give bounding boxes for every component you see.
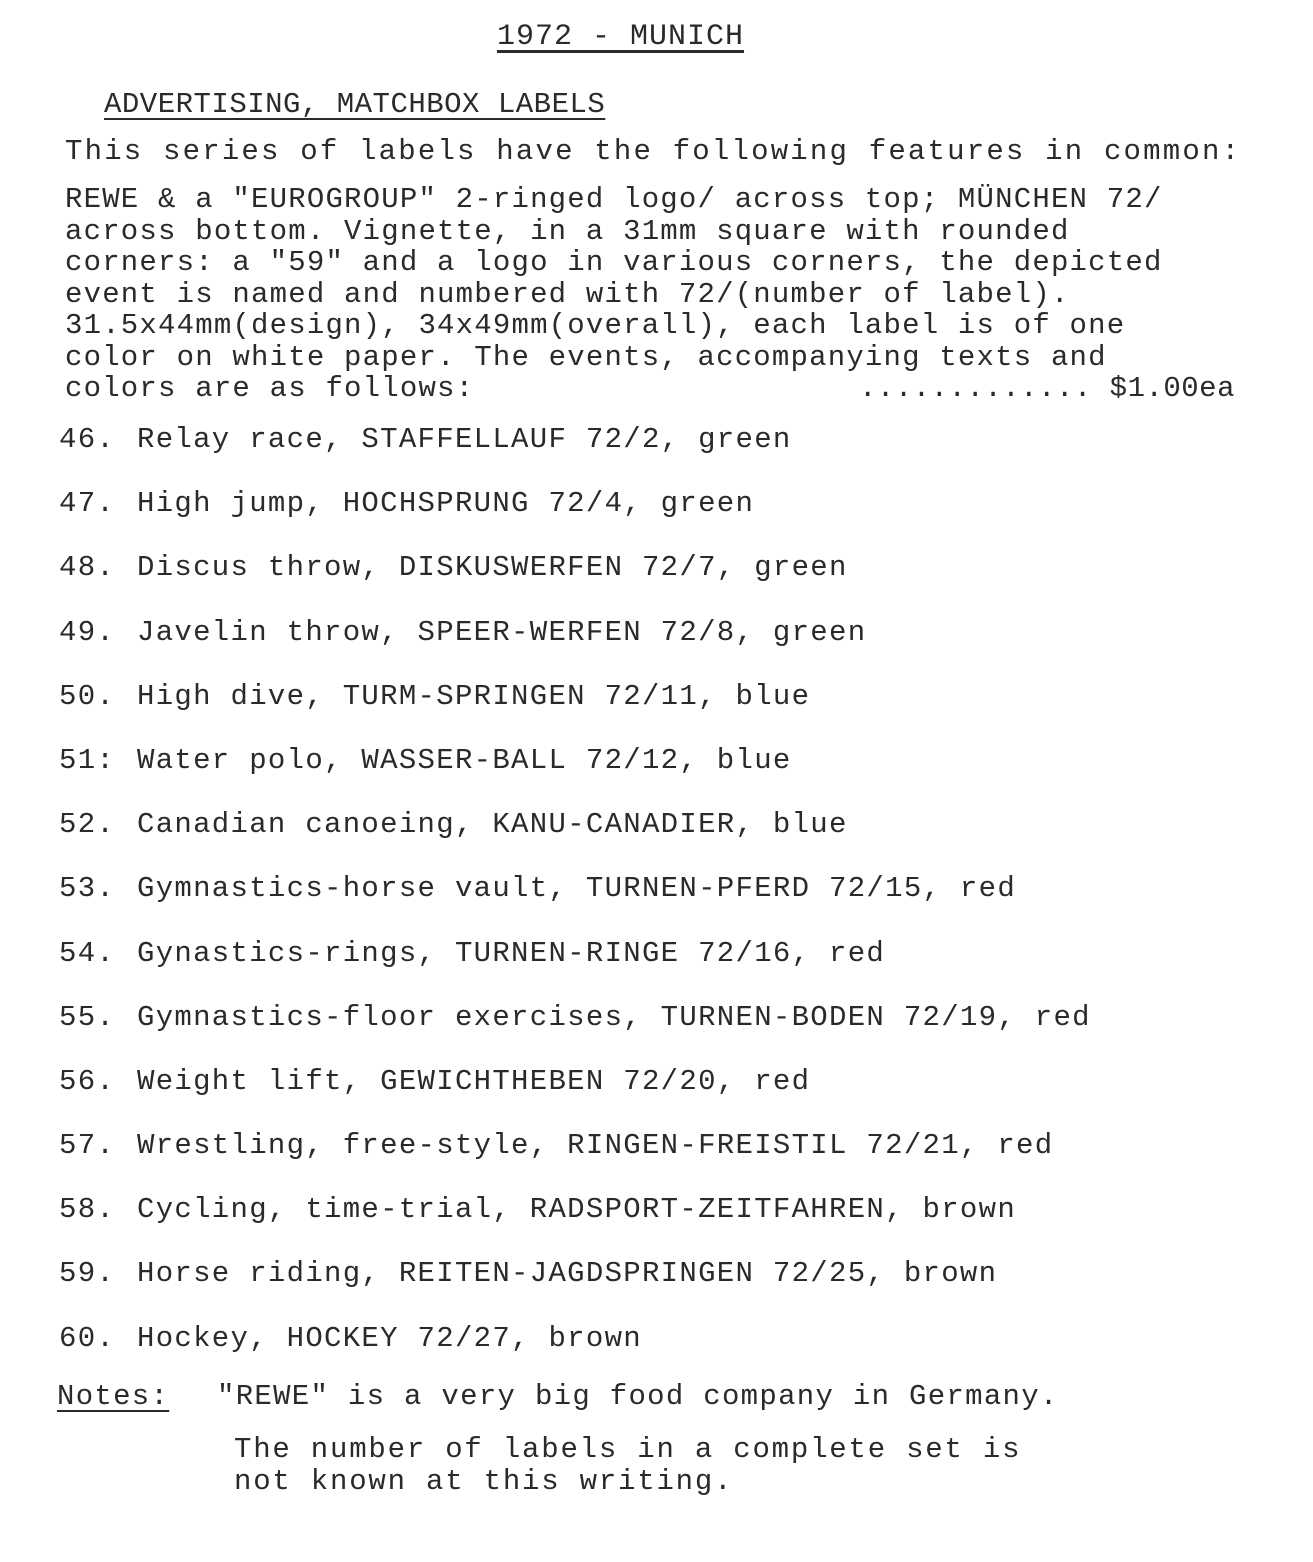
label-list (59, 420, 1091, 1383)
description-line: across bottom. Vignette, in a 31mm square with rounded (65, 214, 1070, 248)
notes-text: "REWE" is a very big food company in Germany. (217, 1380, 1059, 1413)
item-number: 51: (59, 743, 116, 777)
description-line: color on white paper. The events, accompanying texts and (65, 340, 1107, 374)
notes-extra-line: not known at this writing. (234, 1464, 734, 1498)
item-text: Gymnastics-floor exercises, TURNEN-BODEN 72/19, red (137, 1000, 1091, 1034)
item-number: 54. (59, 936, 116, 970)
item-text: Water polo, WASSER-BALL 72/12, blue (137, 743, 792, 777)
item-text: Javelin throw, SPEER-WERFEN 72/8, green (137, 615, 867, 649)
notes-label: Notes: (57, 1380, 170, 1413)
item-number: 55. (59, 1000, 116, 1034)
item-text: Hockey, HOCKEY 72/27, brown (137, 1321, 642, 1355)
list-item (59, 677, 1091, 741)
item-text: Canadian canoeing, KANU-CANADIER, blue (137, 808, 848, 842)
page-title: 1972 - MUNICH (497, 20, 745, 54)
description-paragraph (65, 184, 1245, 405)
item-text: Discus throw, DISKUSWERFEN 72/7, green (137, 551, 848, 585)
description-last-line (65, 373, 1235, 405)
item-text: Gymnastics-horse vault, TURNEN-PFERD 72/15, red (137, 872, 1017, 906)
list-item (59, 1254, 1091, 1318)
list-item (59, 869, 1091, 933)
description-line: 31.5x44mm(design), 34x49mm(overall), each label is of one (65, 309, 1126, 342)
item-number: 52. (59, 808, 116, 842)
notes-section (57, 1380, 1059, 1413)
list-item (59, 548, 1091, 612)
list-item (59, 613, 1091, 677)
item-number: 49. (59, 615, 116, 649)
list-item (59, 934, 1091, 998)
item-text: Weight lift, GEWICHTHEBEN 72/20, red (137, 1064, 811, 1098)
list-item (59, 420, 1091, 484)
list-item (59, 998, 1091, 1062)
item-text: Cycling, time-trial, RADSPORT-ZEITFAHREN, brown (137, 1193, 1017, 1227)
item-number: 58. (59, 1193, 116, 1227)
description-line: REWE & a "EUROGROUP" 2-ringed logo/ across top; MÜNCHEN 72/ (65, 183, 1163, 216)
price-text: ............. $1.00ea (859, 372, 1235, 405)
notes-extra-line: The number of labels in a complete set is (234, 1433, 1022, 1466)
section-heading: ADVERTISING, MATCHBOX LABELS (104, 88, 606, 121)
description-line: corners: a "59" and a logo in various corners, the depicted (65, 246, 1163, 279)
list-item (59, 1062, 1091, 1126)
list-item (59, 1190, 1091, 1254)
list-item (59, 805, 1091, 869)
item-number: 46. (59, 423, 116, 456)
list-item (59, 1126, 1091, 1190)
intro-text: This series of labels have the following features in common: (65, 135, 1242, 168)
item-number: 47. (59, 487, 116, 521)
item-number: 60. (59, 1321, 116, 1355)
notes-extra (234, 1434, 1021, 1497)
list-item (59, 484, 1091, 548)
item-text: Wrestling, free-style, RINGEN-FREISTIL 72/21, red (137, 1129, 1054, 1163)
item-number: 48. (59, 551, 116, 585)
list-item (59, 741, 1091, 805)
item-text: High dive, TURM-SPRINGEN 72/11, blue (137, 679, 811, 713)
item-number: 50. (59, 679, 116, 713)
item-number: 53. (59, 872, 116, 906)
item-text: Relay race, STAFFELLAUF 72/2, green (137, 423, 792, 456)
item-text: Horse riding, REITEN-JAGDSPRINGEN 72/25, brown (137, 1257, 998, 1291)
item-number: 59. (59, 1257, 116, 1291)
description-line: event is named and numbered with 72/(number of label). (65, 277, 1070, 311)
item-text: Gynastics-rings, TURNEN-RINGE 72/16, red (137, 936, 886, 970)
item-number: 56. (59, 1064, 116, 1098)
description-line: colors are as follows: (65, 372, 475, 405)
list-item (59, 1319, 1091, 1383)
item-number: 57. (59, 1129, 116, 1163)
item-text: High jump, HOCHSPRUNG 72/4, green (137, 487, 755, 521)
